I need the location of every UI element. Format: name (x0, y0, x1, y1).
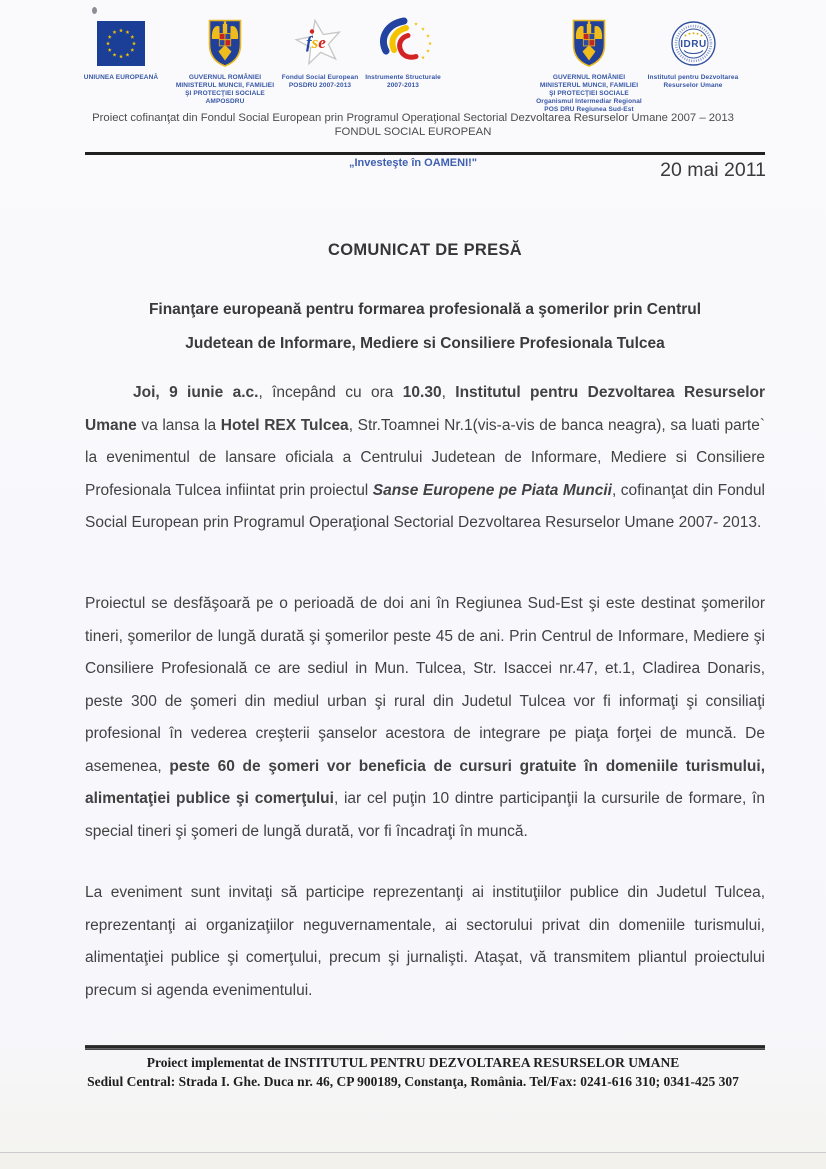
svg-text:fse (306, 33, 326, 52)
eu-flag-icon (97, 21, 145, 66)
scan-artifact-dot (92, 7, 97, 14)
fund-line: FONDUL SOCIAL EUROPEAN (334, 126, 492, 138)
footer-address-line: Sediul Central: Strada I. Ghe. Duca nr. 46, CP 900189, Constanţa, România. Tel/Fax: 0241-616 310; 0341-425 307 (87, 1074, 739, 1089)
footer-implementer-line: Proiect implementat de INSTITUTUL PENTRU DEZVOLTAREA RESURSELOR UMANE (146, 1055, 680, 1070)
fse-letter-e: e (318, 33, 326, 52)
subtitle-line-2: Judetean de Informare, Mediere si Consiliere Profesionala Tulcea (185, 335, 665, 352)
fse-star-icon (292, 18, 348, 68)
header-rule (85, 152, 765, 155)
coat-box (571, 16, 607, 70)
document-date: 20 mai 2011 (660, 159, 766, 181)
scan-bottom-edge (0, 1152, 826, 1169)
coat-box (207, 16, 243, 70)
eu-flag-box (97, 16, 145, 70)
idru-seal-icon (670, 20, 717, 67)
paragraph-event-announcement: Joi, 9 iunie a.c., începând cu ora 10.30, Institutul pentru Dezvoltarea Resurselor Umane va lansa la Hotel REX Tulcea, Str.Toamnei Nr.1(vis-a-vis de banca neagra), sa luati parte` la evenimentul de lansare oficiala a Centrului Judetean de Informare, Mediere si Consiliere Profesionala Tulcea infiintat prin proiectul Sanse Europene pe Piata Muncii, cofinanţat din Fondul Social European prin Programul Operaţional Sectorial Dezvoltarea Resurselor Umane 2007- 2013. (85, 384, 766, 531)
logo-caption: Fondul Social European POSDRU 2007-2013 (281, 74, 359, 89)
fse-box (292, 16, 348, 70)
idru-box (670, 16, 717, 70)
logo-caption: UNIUNEA EUROPEANĂ (83, 74, 159, 81)
fse-letter-f: f (306, 33, 312, 52)
logo-caption: Instrumente Structurale 2007-2013 (365, 74, 441, 89)
paragraph-invitation: La eveniment sunt invitaţi să participe reprezentanţi ai instituţiilor publice din Judetul Tulcea, reprezentanţi ai organizaţiilor neguvernamentale, ai sectorului privat din domeniile turismului, alimentaţiei publice şi comerţului, precum şi jurnalişti. Ataşat, vă transmitem pliantul proiectului precum si agenda evenimentului. (85, 884, 765, 999)
paragraph-project-description: Proiectul se desfăşoară pe o perioadă de doi ani în Regiunea Sud-Est şi este destinat şomerilor tineri, şomerilor de lungă durată şi şomerilor peste 45 de ani. Prin Centrul de Informare, Mediere şi Consiliere Profesională ce are sediul in Mun. Tulcea, Str. Isaccei nr.47, et.1, Cladirea Donaris, peste 300 de şomeri din mediul urban şi rural din Judetul Tulcea vor fi informaţi şi consiliaţi profesional în vederea creşterii şanselor acestora de integrare pe piaţa forţei de muncă. De asemenea, peste 60 de şomeri vor beneficia de cursuri gratuite în domeniile turismului, alimentaţiei publice şi comerţului, iar cel puţin 10 dintre participanţii la cursurile de formare, în special tineri şi şomeri de lungă durată, vor fi încadraţi în muncă. (85, 595, 765, 840)
instr-box (370, 16, 436, 70)
footer-rule (85, 1045, 765, 1050)
document-subtitle (75, 293, 775, 361)
page-title: COMUNICAT DE PRESĂ (328, 241, 522, 259)
fse-letter-s: s (311, 33, 319, 52)
romanian-coat-of-arms-icon (207, 18, 243, 68)
romanian-coat-of-arms-icon (571, 18, 607, 68)
logo-caption: GUVERNUL ROMÂNIEI MINISTERUL MUNCII, FAMILIEI ŞI PROTECŢIEI SOCIALE AMPOSDRU (175, 74, 275, 105)
subtitle-line-1: Finanţare europeană pentru formarea profesională a şomerilor prin Centrul (148, 301, 702, 318)
cofinance-line: Proiect cofinanţat din Fondul Social European prin Programul Operaţional Sectorial Dezvoltarea Resurselor Umane 2007 – 2013 (92, 112, 734, 124)
logo-caption: Institutul pentru Dezvoltarea Resurselor Umane (647, 74, 739, 89)
logo-instrumente-structurale (342, 16, 464, 90)
structural-instruments-icon (370, 17, 436, 69)
logo-idru (624, 16, 762, 90)
motto-line: „Investeşte în OAMENI!" (348, 157, 478, 169)
logo-caption: GUVERNUL ROMÂNIEI MINISTERUL MUNCII, FAMILIEI ŞI PROTECŢIEI SOCIALE Organismul Intermediar Regional POS DRU Regiunea Sud-Est (536, 74, 642, 113)
idru-seal-text: IDRU (679, 38, 707, 50)
